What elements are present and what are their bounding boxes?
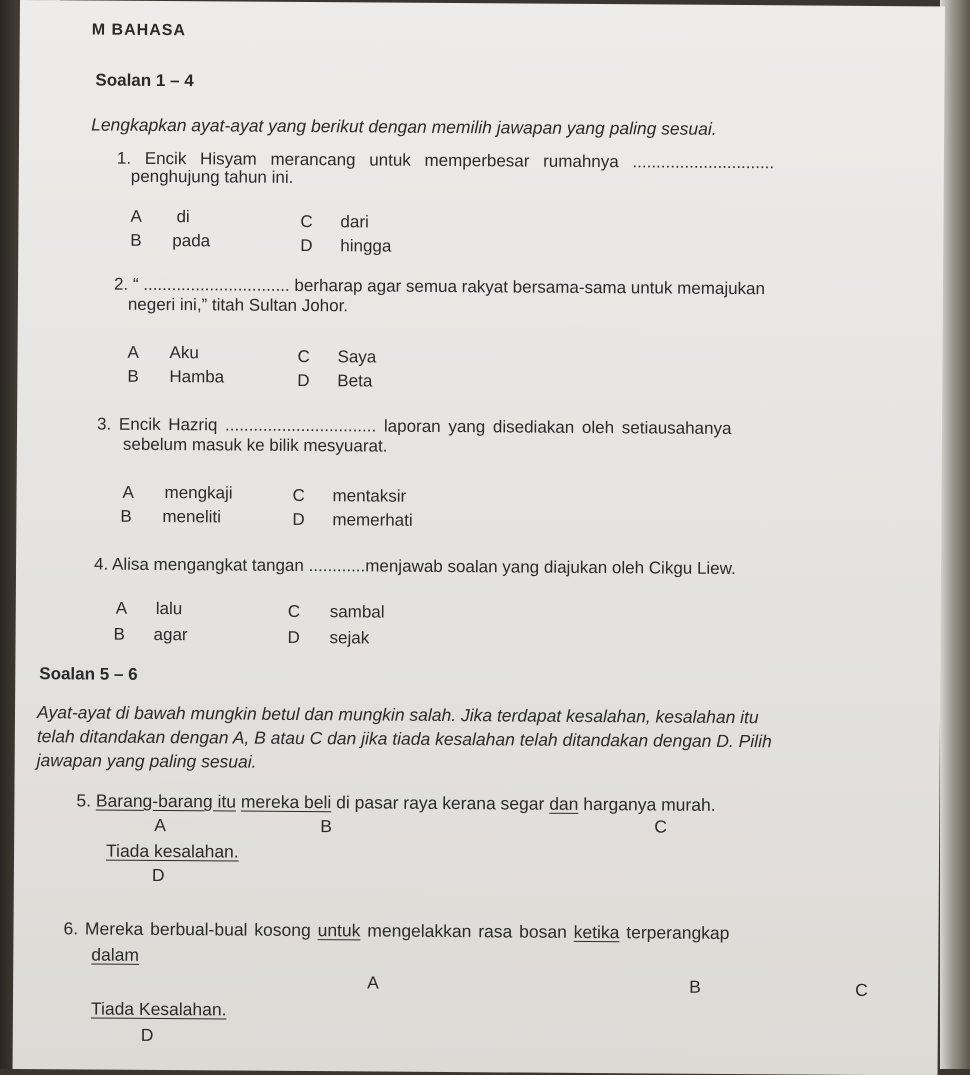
option-2a: Aku xyxy=(169,343,199,363)
option-2b: Hamba xyxy=(169,367,225,387)
no-error-option: Tiada Kesalahan. xyxy=(90,998,227,1020)
option-letter: B xyxy=(127,366,139,386)
section1-heading: Soalan 1 – 4 xyxy=(95,70,194,91)
option-4d: sejak xyxy=(329,628,370,648)
option-3b: meneliti xyxy=(162,507,222,527)
option-letter: C xyxy=(300,211,313,232)
segment-a: untuk xyxy=(317,920,361,941)
label-d: D xyxy=(151,864,165,886)
label-c: C xyxy=(654,816,667,837)
text-fragment: 6. Mereka berbual-bual kosong xyxy=(63,918,318,941)
question-number: 5. xyxy=(76,790,92,811)
label-c: C xyxy=(855,979,868,1000)
question-3-text: 3. Encik Hazriq ................................ laporan yang disediakan oleh setiausahanya xyxy=(96,414,732,438)
option-letter: B xyxy=(120,506,132,526)
question-6-sentence xyxy=(63,918,729,943)
option-letter: B xyxy=(113,624,125,644)
question-4-text: 4. Alisa mengangkat tangan ............menjawab soalan yang diajukan oleh Cikgu Liew. xyxy=(93,554,736,579)
question-2-text-cont: negeri ini,” titah Sultan Johor. xyxy=(127,294,349,316)
question-5-sentence xyxy=(76,790,715,814)
option-letter: B xyxy=(130,230,142,250)
label-d: D xyxy=(140,1024,154,1045)
option-4b: agar xyxy=(153,624,188,645)
segment-b: ketika xyxy=(573,921,620,943)
option-letter: C xyxy=(287,601,301,621)
option-letter: D xyxy=(300,235,313,256)
option-letter: C xyxy=(292,485,305,506)
text-fragment: di pasar raya kerana segar xyxy=(331,792,550,814)
option-1c: dari xyxy=(340,212,369,232)
option-2d: Beta xyxy=(337,371,373,391)
label-a: A xyxy=(367,972,379,993)
option-4a: lalu xyxy=(155,598,183,619)
segment-c: dan xyxy=(549,793,579,814)
option-letter: A xyxy=(115,598,128,618)
option-2c: Saya xyxy=(337,347,377,367)
option-letter: D xyxy=(297,370,310,391)
option-3a: mengkaji xyxy=(164,483,233,503)
question-1-text-cont: penghujung tahun ini. xyxy=(130,166,294,187)
question-2-text: 2. “ ............................... berharap agar semua rakyat bersama-sama untuk memajukan xyxy=(113,274,766,299)
text-fragment: mengelakkan rasa bosan xyxy=(360,920,574,942)
option-letter: C xyxy=(297,346,310,367)
section2-instruction-2: telah ditandakan dengan A, B atau C dan jika tiada kesalahan telah ditandakan dengan D. Pilih xyxy=(36,726,772,752)
option-1a: di xyxy=(176,207,190,227)
label-b: B xyxy=(320,816,332,837)
question-3-text-cont: sebelum masuk ke bilik mesyuarat. xyxy=(122,434,388,456)
page-header: M BAHASA xyxy=(91,21,187,40)
text-fragment: harganya murah. xyxy=(578,793,716,815)
option-letter: A xyxy=(122,482,134,502)
option-letter: D xyxy=(287,627,300,647)
no-error-option: Tiada kesalahan. xyxy=(105,840,239,862)
option-1b: pada xyxy=(172,231,211,251)
segment-a: Barang-barang itu xyxy=(95,790,237,812)
option-letter: D xyxy=(292,509,305,529)
segment-b: mereka beli xyxy=(240,791,332,813)
option-letter: A xyxy=(130,206,142,226)
section1-instruction: Lengkapkan ayat-ayat yang berikut dengan memilih jawapan yang paling sesuai. xyxy=(91,114,717,139)
question-1-text: 1. Encik Hisyam merancang untuk memperbesar rumahnya .............................. xyxy=(116,148,775,173)
section2-instruction-3: jawapan yang paling sesuai. xyxy=(36,750,257,772)
section2-instruction-1: Ayat-ayat di bawah mungkin betul dan mungkin salah. Jika terdapat kesalahan, kesalahan itu xyxy=(36,702,759,728)
option-3d: memerhati xyxy=(332,510,413,530)
option-4c: sambal xyxy=(329,602,385,622)
worksheet-page xyxy=(13,0,945,1075)
background-right xyxy=(940,0,970,1069)
segment-c-line2: dalam xyxy=(91,944,140,965)
section2-heading: Soalan 5 – 6 xyxy=(39,664,138,684)
option-letter: A xyxy=(127,342,139,362)
label-a: A xyxy=(154,814,167,836)
option-1d: hingga xyxy=(340,236,392,256)
option-3c: mentaksir xyxy=(332,486,407,506)
label-b: B xyxy=(689,976,701,997)
text-fragment: terperangkap xyxy=(619,922,730,943)
